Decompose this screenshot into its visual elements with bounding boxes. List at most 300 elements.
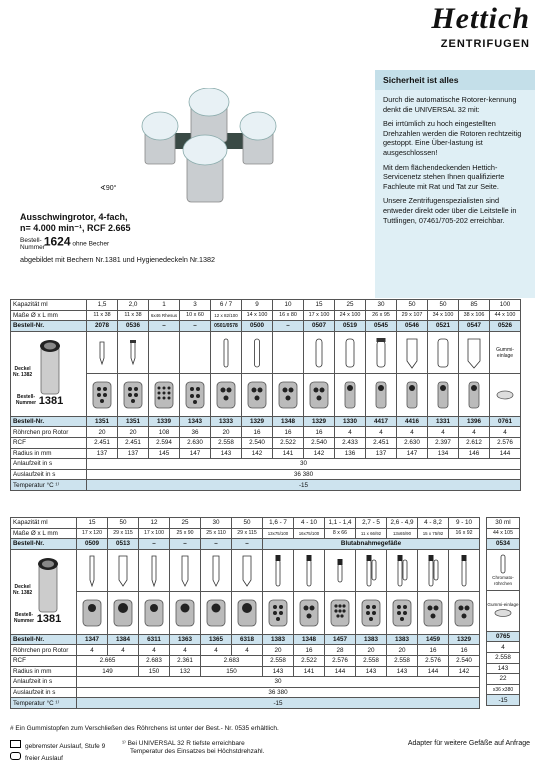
cell: 4 <box>487 642 520 653</box>
cell: 0519 <box>335 321 366 332</box>
row-tube-order-number <box>11 539 480 550</box>
cell: – <box>180 321 211 332</box>
cell: 141 <box>273 448 304 459</box>
insert-icon <box>211 374 242 417</box>
cell: 2.576 <box>325 655 356 666</box>
cell: 147 <box>397 448 428 459</box>
label-temperature: Temperatur °C ¹⁾ <box>11 698 77 709</box>
cell: 1363 <box>170 634 201 645</box>
cell: 1343 <box>180 416 211 427</box>
info-paragraph-3: Mit dem flächendeckenden Hettich-Servicenetz stehen Ihnen qualifizierte Fachleute mit Rat und Tat zur Seite. <box>383 162 505 191</box>
rubber-insert-label: Gummi-einlage <box>487 602 519 608</box>
insert-icon <box>232 592 263 635</box>
cell: 1383 <box>356 634 387 645</box>
cell: 2.594 <box>149 437 180 448</box>
cell: 44 x 105 <box>487 528 520 539</box>
cell: 0545 <box>366 321 397 332</box>
cell: 132 <box>170 666 201 677</box>
cell: 30 <box>201 518 232 529</box>
cell: 25 <box>335 300 366 311</box>
cell: 44 x 100 <box>490 310 521 321</box>
cell: 1,6 - 7 <box>263 518 294 529</box>
row-capacity <box>11 518 480 529</box>
cell: – <box>170 539 201 550</box>
cell: 2.612 <box>459 437 490 448</box>
tube-icon <box>77 549 108 592</box>
cell: 150 <box>139 666 170 677</box>
cell: 142 <box>242 448 273 459</box>
cell: 0534 <box>487 539 520 550</box>
product-title-line-1: Ausschwingrotor, 4-fach, <box>20 212 128 222</box>
cell: 0521 <box>428 321 459 332</box>
row-radius <box>11 448 521 459</box>
cell: 29 x 107 <box>397 310 428 321</box>
lid-label <box>13 584 32 596</box>
info-paragraph-1: Durch die automatische Rotorer-kennung denkt die UNIVERSAL 32 mit: <box>383 95 517 114</box>
cell: 1383 <box>263 634 294 645</box>
cell: 4 <box>428 427 459 438</box>
cell: 29 x 115 <box>108 528 139 539</box>
cell: 6311 <box>139 634 170 645</box>
cell: 2.576 <box>490 437 521 448</box>
insert-icon <box>490 374 521 417</box>
cell: 2078 <box>87 321 118 332</box>
cell: -15 <box>77 698 480 709</box>
cell: 100 <box>490 300 521 311</box>
cell: 1383 <box>387 634 418 645</box>
cell: 1384 <box>108 634 139 645</box>
row-tubes-per-rotor <box>11 427 521 438</box>
cell: 143 <box>356 666 387 677</box>
cell: 2.665 <box>77 655 139 666</box>
label-dimensions: Maße Ø x L mm <box>11 310 87 321</box>
cell: 4 <box>397 427 428 438</box>
cell: 17 x 120 <box>77 528 108 539</box>
footnote-braked <box>10 740 105 750</box>
rubber-insert-label: Gummi-einlage <box>496 346 514 359</box>
label-insert-order-number: Bestell-Nr. <box>11 416 87 427</box>
cell: 2,0 <box>118 300 149 311</box>
cell: 2.540 <box>304 437 335 448</box>
insert-icon <box>304 374 335 417</box>
cell: 2.558 <box>487 652 520 663</box>
cell: 2.540 <box>449 655 480 666</box>
cell: 2.558 <box>356 655 387 666</box>
bucket-icon <box>33 556 63 616</box>
cell: 137 <box>118 448 149 459</box>
row-capacity <box>11 300 521 311</box>
cell: 1331 <box>428 416 459 427</box>
cell: 16 <box>242 427 273 438</box>
label-temperature: Temperatur °C ¹⁾ <box>11 480 87 491</box>
cell: 25 x 110 <box>201 528 232 539</box>
bucket-icon <box>35 338 65 398</box>
row-insert-order-number <box>11 416 521 427</box>
tube-icon <box>201 549 232 592</box>
bucket-image-cell <box>11 331 87 416</box>
bucket-image-cell <box>11 549 77 634</box>
cell: 8 x 66 <box>325 528 356 539</box>
cell: 30 <box>87 459 521 470</box>
label-capacity: Kapazität ml <box>11 300 87 311</box>
cell: 15 x 75/92 <box>418 528 449 539</box>
cell: 2.451 <box>87 437 118 448</box>
cell: 0761 <box>490 416 521 427</box>
bucket-order-number <box>15 394 63 407</box>
tube-icon <box>118 331 149 374</box>
cell: 147 <box>180 448 211 459</box>
product-title-line-2: n= 4.000 min⁻¹, RCF 2.665 <box>20 223 131 233</box>
brand-name: Hettich <box>431 2 530 35</box>
row-tube-images <box>11 549 480 592</box>
insert-icon <box>325 592 356 635</box>
lid-label <box>13 366 32 378</box>
cell: 4 <box>201 645 232 656</box>
cell: 26 x 95 <box>366 310 397 321</box>
row-deceleration <box>11 469 521 480</box>
bucket-order-number <box>13 612 61 625</box>
cell: 2.540 <box>242 437 273 448</box>
cell: 142 <box>449 666 480 677</box>
tube-icon <box>170 549 201 592</box>
cell: 1396 <box>459 416 490 427</box>
cell: 1365 <box>201 634 232 645</box>
cell: 4 <box>459 427 490 438</box>
cell: 4 <box>335 427 366 438</box>
cell: 1339 <box>149 416 180 427</box>
insert-icon <box>397 374 428 417</box>
cell: 4 <box>490 427 521 438</box>
cell: 2.558 <box>211 437 242 448</box>
cell: 50 <box>397 300 428 311</box>
chromato-label: Chromato-röhrchen <box>492 575 514 586</box>
row-tube-order-number <box>11 321 521 332</box>
insert-icon <box>108 592 139 635</box>
cell: 4 <box>366 427 397 438</box>
cell: 3 <box>180 300 211 311</box>
cell: 20 <box>356 645 387 656</box>
cell: 2,6 - 4,9 <box>387 518 418 529</box>
insert-icon <box>263 592 294 635</box>
tube-icon <box>232 549 263 592</box>
blood-tube-icon <box>356 549 387 592</box>
cell: – <box>273 321 304 332</box>
cell: 14 x 100 <box>242 310 273 321</box>
chromato-tube-icon <box>497 554 509 574</box>
footnote-adapters: Adapter für weitere Gefäße auf Anfrage <box>407 740 530 747</box>
footnote-temperature-1: ¹⁾ Bei UNIVERSAL 32 R tiefste erreichbare <box>122 740 245 747</box>
row-insert-images <box>11 374 521 417</box>
cell: 144 <box>325 666 356 677</box>
insert-icon <box>335 374 366 417</box>
cell: 29 x 115 <box>232 528 263 539</box>
info-paragraph-4: Unsere Zentrifugenspezialisten sind entweder direkt oder über die Leitstelle in Tuttlingen, 07461/705-202 erreichbar. <box>383 196 517 225</box>
cell: 12 x 82/100 <box>211 310 242 321</box>
order-number-note: ohne Becher <box>72 240 110 248</box>
cell: 4 <box>139 645 170 656</box>
footnote-temperature-2: Temperatur des Einsatzes bei Höchstdrehzahl. <box>130 748 265 755</box>
row-tubes-per-rotor <box>11 645 480 656</box>
lid-number: Nr. 1382 <box>13 371 33 378</box>
cell: 146 <box>459 448 490 459</box>
row-insert-images <box>11 592 480 635</box>
cell: 6 / 7 <box>211 300 242 311</box>
cell: 0547 <box>459 321 490 332</box>
cell: 2.630 <box>180 437 211 448</box>
cell: 1329 <box>449 634 480 645</box>
cell: 16 <box>294 645 325 656</box>
cell: 1329 <box>304 416 335 427</box>
cell: 20 <box>211 427 242 438</box>
cell: 10 <box>273 300 304 311</box>
cell: 34 x 100 <box>428 310 459 321</box>
cell: 22 <box>487 674 520 685</box>
insert-icon <box>77 592 108 635</box>
cell: 1329 <box>242 416 273 427</box>
info-box <box>375 70 535 298</box>
label-dimensions: Maße Ø x L mm <box>11 528 77 539</box>
cell: 0765 <box>487 631 520 642</box>
cell: 142 <box>304 448 335 459</box>
cell: 16 x 80 <box>273 310 304 321</box>
cell: 1347 <box>77 634 108 645</box>
cell: 1459 <box>418 634 449 645</box>
cell: 13x75/100 <box>263 528 294 539</box>
insert-icon <box>242 374 273 417</box>
cell: 85 <box>459 300 490 311</box>
cell: 0509 <box>77 539 108 550</box>
cell: 6318 <box>232 634 263 645</box>
cell: 20 <box>263 645 294 656</box>
blood-tube-icon <box>387 549 418 592</box>
tube-icon <box>87 331 118 374</box>
rubber-insert-cell <box>487 590 520 631</box>
label-deceleration: Auslaufzeit in s <box>11 687 77 698</box>
cell: 10 x 60 <box>180 310 211 321</box>
table-extra-column <box>486 517 520 706</box>
cell: 144 <box>490 448 521 459</box>
cell: 13x65/90 <box>387 528 418 539</box>
insert-icon <box>418 592 449 635</box>
cell: 12 <box>139 518 170 529</box>
cell: 1348 <box>294 634 325 645</box>
tube-icon <box>180 331 211 374</box>
tube-icon <box>397 331 428 374</box>
cell: 1348 <box>273 416 304 427</box>
cell: 2.683 <box>139 655 170 666</box>
cell: 24 x 100 <box>335 310 366 321</box>
tube-icon <box>242 331 273 374</box>
product-title <box>20 212 131 234</box>
cell: 2.630 <box>397 437 428 448</box>
label-order-number: Bestell-Nr. <box>11 321 87 332</box>
cell: 143 <box>387 666 418 677</box>
label-deceleration: Auslaufzeit in s <box>11 469 87 480</box>
cell: 143 <box>263 666 294 677</box>
cell: 1 <box>149 300 180 311</box>
table-swing-buckets-2 <box>10 517 480 709</box>
rubber-insert <box>490 331 521 374</box>
cell: 4 <box>170 645 201 656</box>
blood-tube-icon <box>418 549 449 592</box>
cell: – <box>232 539 263 550</box>
row-dimensions <box>11 528 480 539</box>
cell: 0513 <box>108 539 139 550</box>
cell: 1457 <box>325 634 356 645</box>
label-acceleration: Anlaufzeit in s <box>11 677 77 688</box>
cell: 50 <box>108 518 139 529</box>
rubber-insert-icon <box>493 608 513 618</box>
cell: 50 <box>232 518 263 529</box>
cell: 2.397 <box>428 437 459 448</box>
row-rcf <box>11 437 521 448</box>
label-rcf: RCF <box>11 437 87 448</box>
row-deceleration <box>11 687 480 698</box>
blood-tube-icon <box>294 549 325 592</box>
cell: 2.361 <box>170 655 201 666</box>
cell: 2.558 <box>387 655 418 666</box>
cell: 1,1 - 1,4 <box>325 518 356 529</box>
insert-icon <box>387 592 418 635</box>
cell: 25 <box>170 518 201 529</box>
cell: 2.558 <box>263 655 294 666</box>
row-insert-order-number <box>11 634 480 645</box>
cell: x36 x380 <box>487 684 520 695</box>
cell: 2,7 - 5 <box>356 518 387 529</box>
table-swing-buckets-1 <box>10 299 521 491</box>
tube-icon <box>304 331 335 374</box>
cell: – <box>139 539 170 550</box>
cell: 11 x 66/92 <box>356 528 387 539</box>
cell: 17 x 100 <box>139 528 170 539</box>
bucket-order-value: 1381 <box>36 612 62 625</box>
insert-icon <box>294 592 325 635</box>
bucket-order-label: Bestell-Nummer <box>15 393 37 406</box>
tube-icon <box>149 331 180 374</box>
cell: 136 <box>335 448 366 459</box>
info-heading: Sicherheit ist alles <box>375 70 535 90</box>
cell: 30 ml <box>487 518 520 529</box>
cell: 38 x 106 <box>459 310 490 321</box>
tube-icon <box>211 331 242 374</box>
cell: 4 <box>108 645 139 656</box>
cell: 30 <box>366 300 397 311</box>
cell: 2.522 <box>294 655 325 666</box>
label-order-number: Bestell-Nr. <box>11 539 77 550</box>
cell: 0546 <box>397 321 428 332</box>
cell: 0500 <box>242 321 273 332</box>
footnote-stopper: # Ein Gummistopfen zum Verschließen des Röhrchens ist unter der Best.- Nr. 0535 erhältlich. <box>10 725 279 732</box>
cell: 4 - 10 <box>294 518 325 529</box>
product-caption: abgebildet mit Bechern Nr.1381 und Hygienedeckeln Nr.1382 <box>20 255 215 264</box>
cell: 145 <box>149 448 180 459</box>
insert-icon <box>273 374 304 417</box>
tube-icon <box>459 331 490 374</box>
cell: 2.433 <box>335 437 366 448</box>
cell: 11 x 38 <box>87 310 118 321</box>
tube-icon <box>108 549 139 592</box>
insert-icon <box>459 374 490 417</box>
insert-icon <box>149 374 180 417</box>
cell: 30 <box>77 677 480 688</box>
cell: – <box>149 321 180 332</box>
cell: 1351 <box>87 416 118 427</box>
chromato-tube-cell <box>487 549 520 590</box>
label-acceleration: Anlaufzeit in s <box>11 459 87 470</box>
cell: 143 <box>487 663 520 674</box>
cell: 20 <box>387 645 418 656</box>
blood-tube-icon <box>449 549 480 592</box>
cell: 16 x 92 <box>449 528 480 539</box>
cell: 16x75/100 <box>294 528 325 539</box>
cell: 1333 <box>211 416 242 427</box>
cell: 9 <box>242 300 273 311</box>
blood-collection-header: Blutabnahmegefäße <box>263 539 480 550</box>
cell: 137 <box>87 448 118 459</box>
hettich-logo <box>380 2 530 50</box>
cell: 4416 <box>397 416 428 427</box>
angle-label: ∢90° <box>100 185 117 192</box>
footnote-free <box>10 752 63 762</box>
label-capacity: Kapazität ml <box>11 518 77 529</box>
cell: 4417 <box>366 416 397 427</box>
free-label: freier Auslauf <box>25 755 63 762</box>
insert-icon <box>180 374 211 417</box>
cell: -15 <box>87 480 521 491</box>
cell: 134 <box>428 448 459 459</box>
cell: 0501/0578 <box>211 321 242 332</box>
insert-icon <box>118 374 149 417</box>
cell: 4 <box>77 645 108 656</box>
cell: 2.576 <box>418 655 449 666</box>
brand-subtitle: ZENTRIFUGEN <box>440 38 530 50</box>
cell: 15 <box>304 300 335 311</box>
label-radius: Radius in mm <box>11 666 77 677</box>
insert-icon <box>366 374 397 417</box>
cell: 2.683 <box>201 655 263 666</box>
insert-icon <box>356 592 387 635</box>
insert-icon <box>87 374 118 417</box>
lid-text: Deckel <box>14 583 31 590</box>
cell: 25 x 90 <box>170 528 201 539</box>
label-tubes-per-rotor: Röhrchen pro Rotor <box>11 427 87 438</box>
cell: 16 <box>304 427 335 438</box>
order-number-value: 1624 <box>43 234 71 249</box>
cell: 1,5 <box>87 300 118 311</box>
insert-icon <box>449 592 480 635</box>
cell: 20 <box>87 427 118 438</box>
cell: – <box>201 539 232 550</box>
insert-icon <box>201 592 232 635</box>
cell: 15 <box>77 518 108 529</box>
insert-icon <box>139 592 170 635</box>
cell: 36 380 <box>77 687 480 698</box>
tube-icon <box>273 331 304 374</box>
row-dimensions <box>11 310 521 321</box>
bucket-order-value: 1381 <box>38 394 64 407</box>
cell: 28 <box>325 645 356 656</box>
order-number <box>20 234 110 251</box>
label-rcf: RCF <box>11 655 77 666</box>
tube-icon <box>366 331 397 374</box>
cell: 150 <box>201 666 263 677</box>
cell: 50 <box>428 300 459 311</box>
cell: 11 x 38 <box>118 310 149 321</box>
cell: 1351 <box>118 416 149 427</box>
free-icon <box>10 752 21 760</box>
cell: 0536 <box>118 321 149 332</box>
cell: 2.522 <box>273 437 304 448</box>
